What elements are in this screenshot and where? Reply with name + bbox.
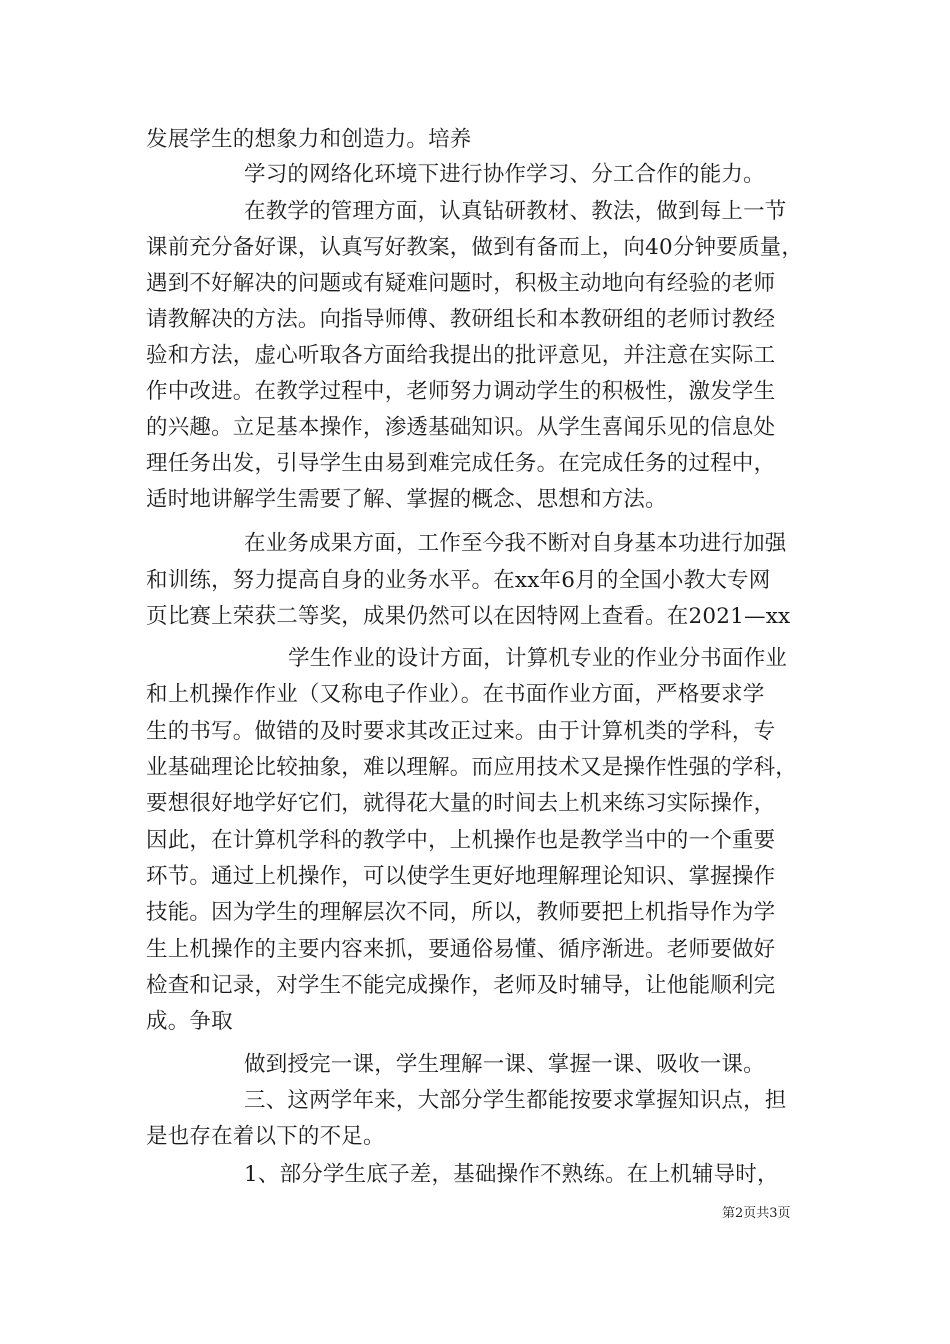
text-line: 作中改进。在教学过程中，老师努力调动学生的积极性，激发学生 bbox=[146, 379, 776, 404]
text-line: 请教解决的方法。向指导师傅、教研组长和本教研组的老师讨教经 bbox=[146, 307, 776, 332]
text-line: 验和方法，虚心听取各方面给我提出的批评意见，并注意在实际工 bbox=[146, 343, 776, 368]
text-line: 检查和记录，对学生不能完成操作，老师及时辅导，让他能顺利完 bbox=[146, 973, 776, 998]
text-line: 和训练，努力提高自身的业务水平。在xx年6月的全国小教大专网 bbox=[146, 568, 771, 593]
text-line: 课前充分备好课，认真写好教案，做到有备而上，向40分钟要质量， bbox=[146, 235, 804, 260]
text-line: 技能。因为学生的理解层次不同，所以，教师要把上机指导作为学 bbox=[146, 900, 776, 925]
text-line: 在业务成果方面，工作至今我不断对自身基本功进行加强 bbox=[244, 531, 787, 556]
text-line: 学生作业的设计方面，计算机专业的作业分书面作业 bbox=[288, 646, 788, 671]
text-line: 环节。通过上机操作，可以使学生更好地理解理论知识、掌握操作 bbox=[146, 864, 776, 889]
text-line: 因此，在计算机学科的教学中，上机操作也是教学当中的一个重要 bbox=[146, 828, 776, 853]
text-line: 是也存在着以下的不足。 bbox=[146, 1124, 385, 1149]
text-line: 成。争取 bbox=[146, 1009, 233, 1034]
text-line: 要想很好地学好它们，就得花大量的时间去上机来练习实际操作， bbox=[146, 791, 776, 816]
text-line: 遇到不好解决的问题或有疑难问题时，积极主动地向有经验的老师 bbox=[146, 271, 776, 296]
text-line: 1、部分学生底子差，基础操作不熟练。在上机辅导时， bbox=[244, 1162, 779, 1187]
text-line: 三、这两学年来，大部分学生都能按要求掌握知识点，担 bbox=[244, 1088, 787, 1113]
text-line: 和上机操作作业（又称电子作业）。在书面作业方面，严格要求学 bbox=[146, 682, 765, 707]
text-line: 的兴趣。立足基本操作，渗透基础知识。从学生喜闻乐见的信息处 bbox=[146, 415, 776, 440]
text-line: 业基础理论比较抽象，难以理解。而应用技术又是操作性强的学科， bbox=[146, 755, 798, 780]
text-line: 理任务出发，引导学生由易到难完成任务。在完成任务的过程中， bbox=[146, 451, 776, 476]
text-line: 在教学的管理方面，认真钻研教材、教法，做到每上一节 bbox=[244, 199, 787, 224]
text-line: 生的书写。做错的及时要求其改正过来。由于计算机类的学科，专 bbox=[146, 719, 776, 744]
text-line: 学习的网络化环境下进行协作学习、分工合作的能力。 bbox=[244, 162, 765, 187]
text-line: 页比赛上荣获二等奖，成果仍然可以在因特网上查看。在2021—xx bbox=[146, 604, 791, 629]
text-line: 发展学生的想象力和创造力。培养 bbox=[146, 127, 472, 152]
text-line: 生上机操作的主要内容来抓，要通俗易懂、循序渐进。老师要做好 bbox=[146, 937, 776, 962]
text-line: 适时地讲解学生需要了解、掌握的概念、思想和方法。 bbox=[146, 487, 667, 512]
page-number: 第2页共3页 bbox=[722, 1206, 791, 1221]
text-line: 做到授完一课，学生理解一课、掌握一课、吸收一课。 bbox=[244, 1052, 765, 1077]
